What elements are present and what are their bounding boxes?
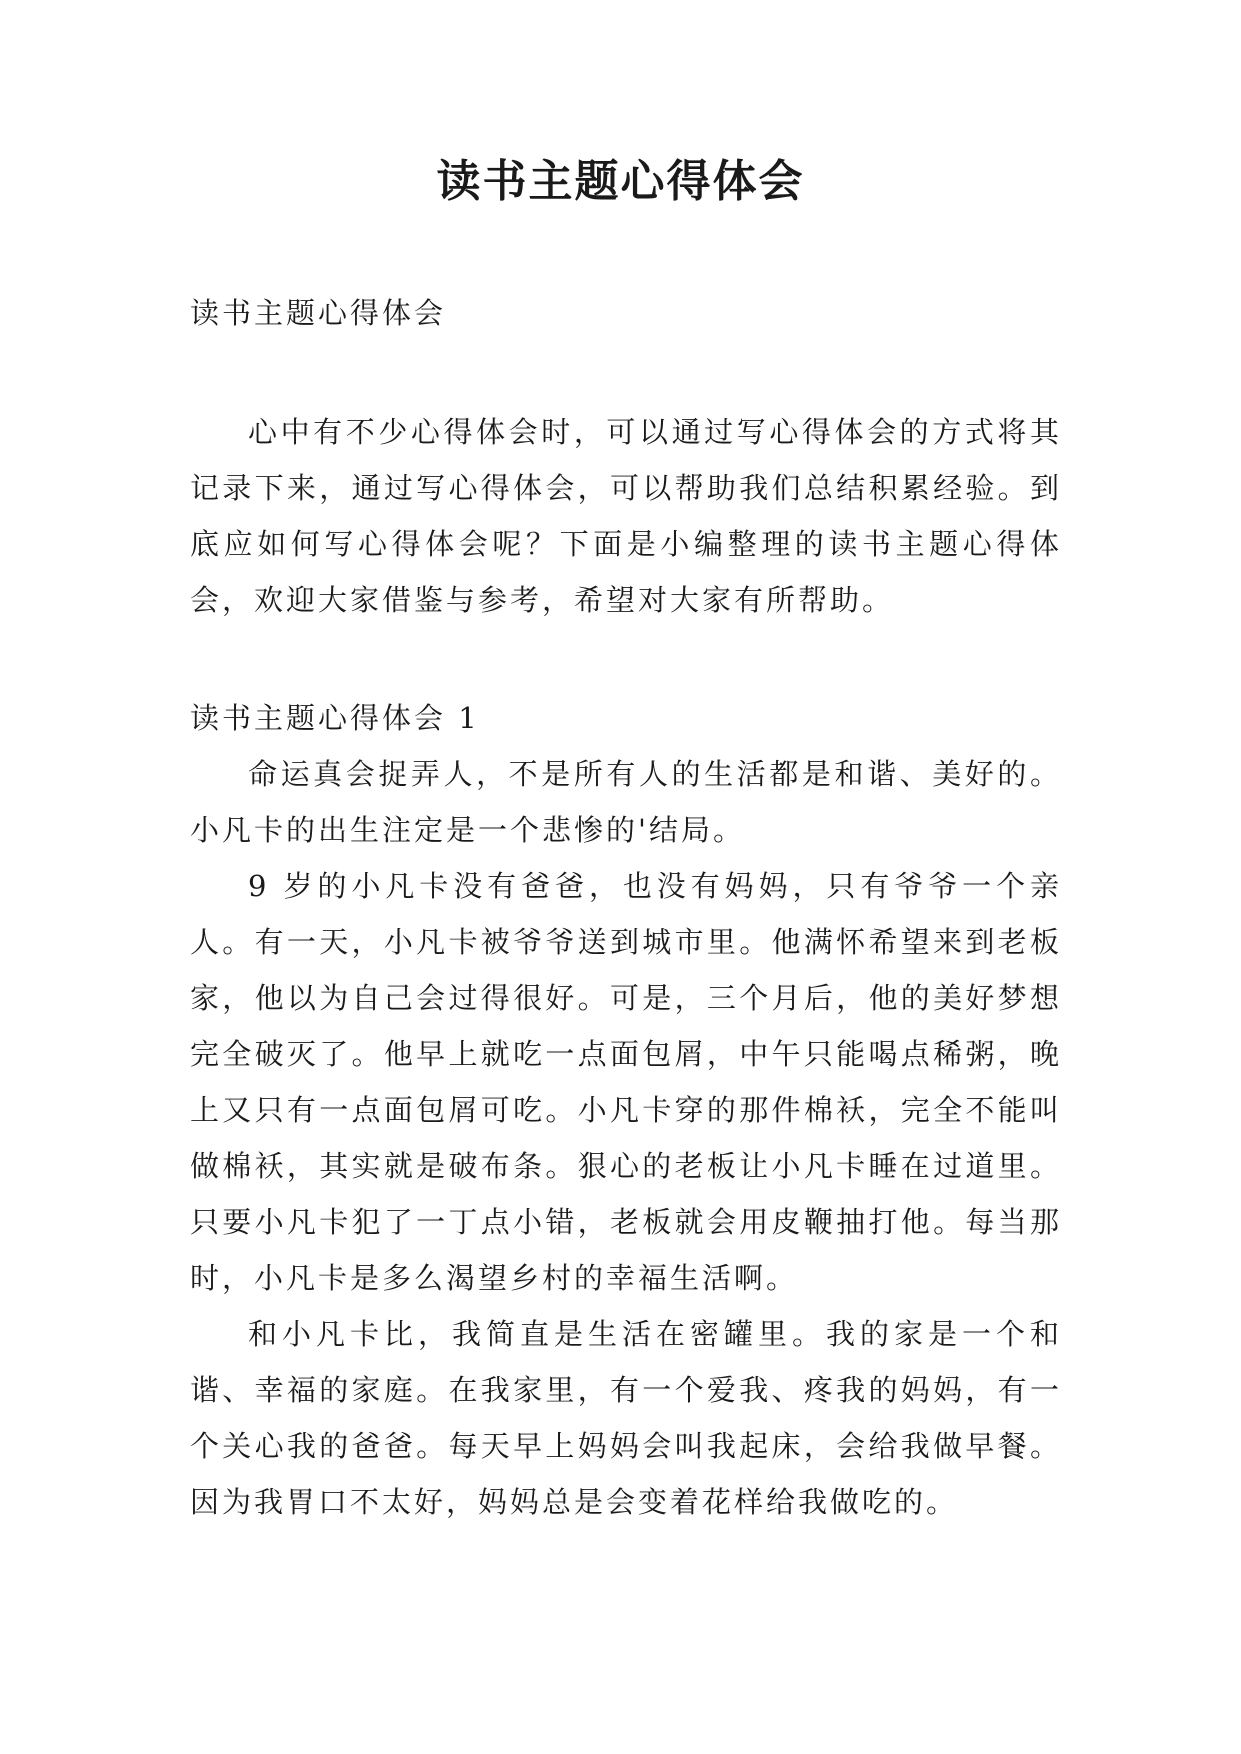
section-paragraph: 和小凡卡比，我简直是生活在密罐里。我的家是一个和谐、幸福的家庭。在我家里，有一个爱我、疼我的妈妈，有一个关心我的爸爸。每天早上妈妈会叫我起床，会给我做早餐。因为我胃口不太好，妈妈总是会变着花样给我做吃的。: [190, 1317, 1062, 1519]
section-paragraph: 9 岁的小凡卡没有爸爸，也没有妈妈，只有爷爷一个亲人。有一天，小凡卡被爷爷送到城市里。他满怀希望来到老板家，他以为自己会过得很好。可是，三个月后，他的美好梦想完全破灭了。他早上就吃一点面包屑，中午只能喝点稀粥，晚上又只有一点面包屑可吃。小凡卡穿的那件棉袄，完全不能叫做棉袄，其实就是破布条。狠心的老板让小凡卡睡在过道里。只要小凡卡犯了一丁点小错，老板就会用皮鞭抽打他。每当那时，小凡卡是多么渴望乡村的幸福生活啊。: [190, 869, 1062, 1295]
section-body: [190, 746, 1062, 1530]
document-title: 读书主题心得体会: [436, 156, 805, 207]
section-paragraph: 命运真会捉弄人，不是所有人的生活都是和谐、美好的。小凡卡的出生注定是一个悲惨的'结局。: [190, 757, 1062, 847]
section-heading: 读书主题心得体会 1: [190, 701, 480, 735]
document-subtitle: 读书主题心得体会: [190, 296, 447, 330]
intro-paragraph: 心中有不少心得体会时，可以通过写心得体会的方式将其记录下来，通过写心得体会，可以帮助我们总结积累经验。到底应如何写心得体会呢？下面是小编整理的读书主题心得体会，欢迎大家借鉴与参考，希望对大家有所帮助。: [190, 415, 1062, 617]
